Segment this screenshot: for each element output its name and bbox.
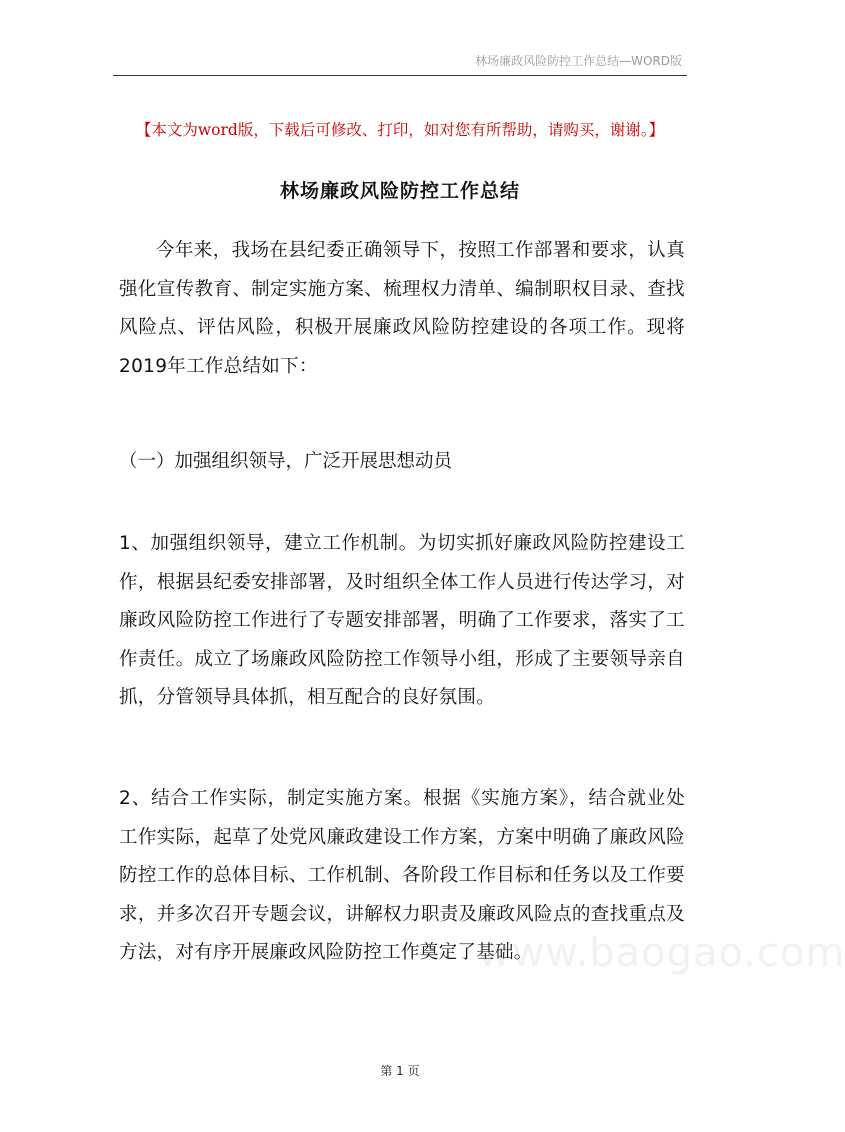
header-divider — [113, 75, 687, 76]
watermark-logo: www.baogao.com — [478, 930, 845, 976]
purchase-notice: 【本文为word版，下载后可修改、打印，如对您有所帮助，请购买，谢谢。】 — [135, 121, 665, 139]
section1-item-2: 2、结合工作实际，制定实施方案。根据《实施方案》，结合就业处工作实际，起草了处党风廉政建设工作方案，方案中明确了廉政风险防控工作的总体目标、工作机制、各阶段工作目标和任务以及工作要求，并多次召开专题会议，讲解权力职责及廉政风险点的查找重点及方法，对有序开展廉政风险防控工作奠定了基础。 — [119, 788, 685, 963]
section1-item-1: 1、加强组织领导，建立工作机制。为切实抓好廉政风险防控建设工作，根据县纪委安排部署，及时组织全体工作人员进行传达学习，对廉政风险防控工作进行了专题安排部署，明确了工作要求，落实了工作责任。成立了场廉政风险防控工作领导小组，形成了主要领导亲自抓，分管领导具体抓，相互配合的良好氛围。 — [119, 533, 685, 708]
running-header: 林场廉政风险防控工作总结—WORD版 — [475, 54, 682, 68]
intro-paragraph: 今年来，我场在县纪委正确领导下，按照工作部署和要求，认真强化宣传教育、制定实施方案、梳理权力清单、编制职权目录、查找风险点、评估风险，积极开展廉政风险防控建设的各项工作。现将2019年工作总结如下： — [119, 240, 685, 377]
document-title: 林场廉政风险防控工作总结 — [279, 180, 520, 202]
section-heading-1: （一）加强组织领导，广泛开展思想动员 — [119, 451, 453, 472]
page-number: 第 1 页 — [380, 1064, 420, 1078]
